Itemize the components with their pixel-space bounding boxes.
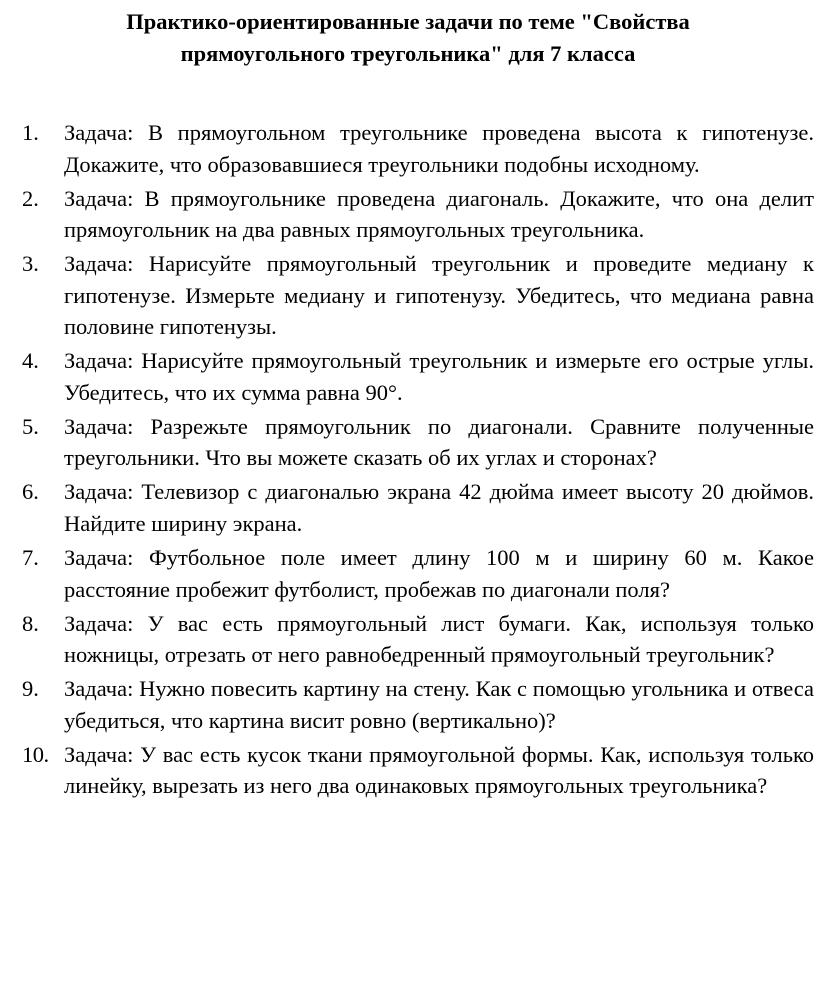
title-line-1: Практико-ориентированные задачи по теме "Свойства: [126, 9, 690, 34]
task-item-8: [22, 608, 814, 671]
task-number: 2.: [22, 185, 39, 211]
title-line-2: прямоугольного треугольника" для 7 класса: [180, 41, 636, 66]
task-item-7: [22, 542, 814, 605]
task-text: Задача: Телевизор с диагональю экрана 42 дюйма имеет высоту 20 дюймов. Найдите ширину экрана.: [64, 479, 814, 536]
task-item-9: [22, 673, 814, 736]
task-text: Задача: Нарисуйте прямоугольный треугольник и проведите медиану к гипотенузе. Измерьте медиану и гипотенузу. Убедитесь, что медиана равна половине гипотенузы.: [64, 251, 814, 340]
task-number: 6.: [22, 479, 39, 505]
task-number: 8.: [22, 610, 39, 636]
task-text: Задача: Нужно повесить картину на стену. Как с помощью угольника и отвеса убедиться, что картина висит ровно (вертикально)?: [64, 676, 814, 733]
task-item-6: [22, 476, 814, 539]
task-text: Задача: В прямоугольном треугольнике проведена высота к гипотенузе. Докажите, что образовавшиеся треугольники подобны исходному.: [64, 120, 814, 177]
task-text: Задача: У вас есть прямоугольный лист бумаги. Как, используя только ножницы, отрезать от него равнобедренный прямоугольный треугольник?: [64, 610, 814, 668]
task-number: 5.: [22, 413, 39, 439]
task-text: Задача: У вас есть кусок ткани прямоугольной формы. Как, используя только линейку, вырезать из него два одинаковых прямоугольных треугольника?: [64, 741, 814, 799]
task-item-3: [22, 248, 814, 343]
page-title: [60, 6, 756, 70]
task-number: 10.: [22, 741, 49, 767]
task-text: Задача: Футбольное поле имеет длину 100 м и ширину 60 м. Какое расстояние пробежит футболист, пробежав по диагонали поля?: [64, 545, 814, 602]
task-item-2: [22, 183, 814, 246]
task-text: Задача: Нарисуйте прямоугольный треугольник и измерьте его острые углы. Убедитесь, что их сумма равна 90°.: [64, 348, 814, 405]
task-number: 9.: [22, 676, 39, 702]
task-number: 3.: [22, 251, 39, 277]
task-number: 1.: [22, 120, 39, 145]
task-item-5: [22, 411, 814, 474]
task-item-10: [22, 739, 814, 802]
task-number: 4.: [22, 348, 39, 374]
task-number: 7.: [22, 545, 39, 571]
task-text: Задача: В прямоугольнике проведена диагональ. Докажите, что она делит прямоугольник на два равных прямоугольных треугольника.: [64, 185, 814, 243]
task-item-4: [22, 345, 814, 408]
task-text: Задача: Разрежьте прямоугольник по диагонали. Сравните полученные треугольники. Что вы можете сказать об их углах и сторонах?: [64, 413, 814, 471]
task-list: [22, 117, 814, 804]
task-item-1: [22, 117, 814, 180]
